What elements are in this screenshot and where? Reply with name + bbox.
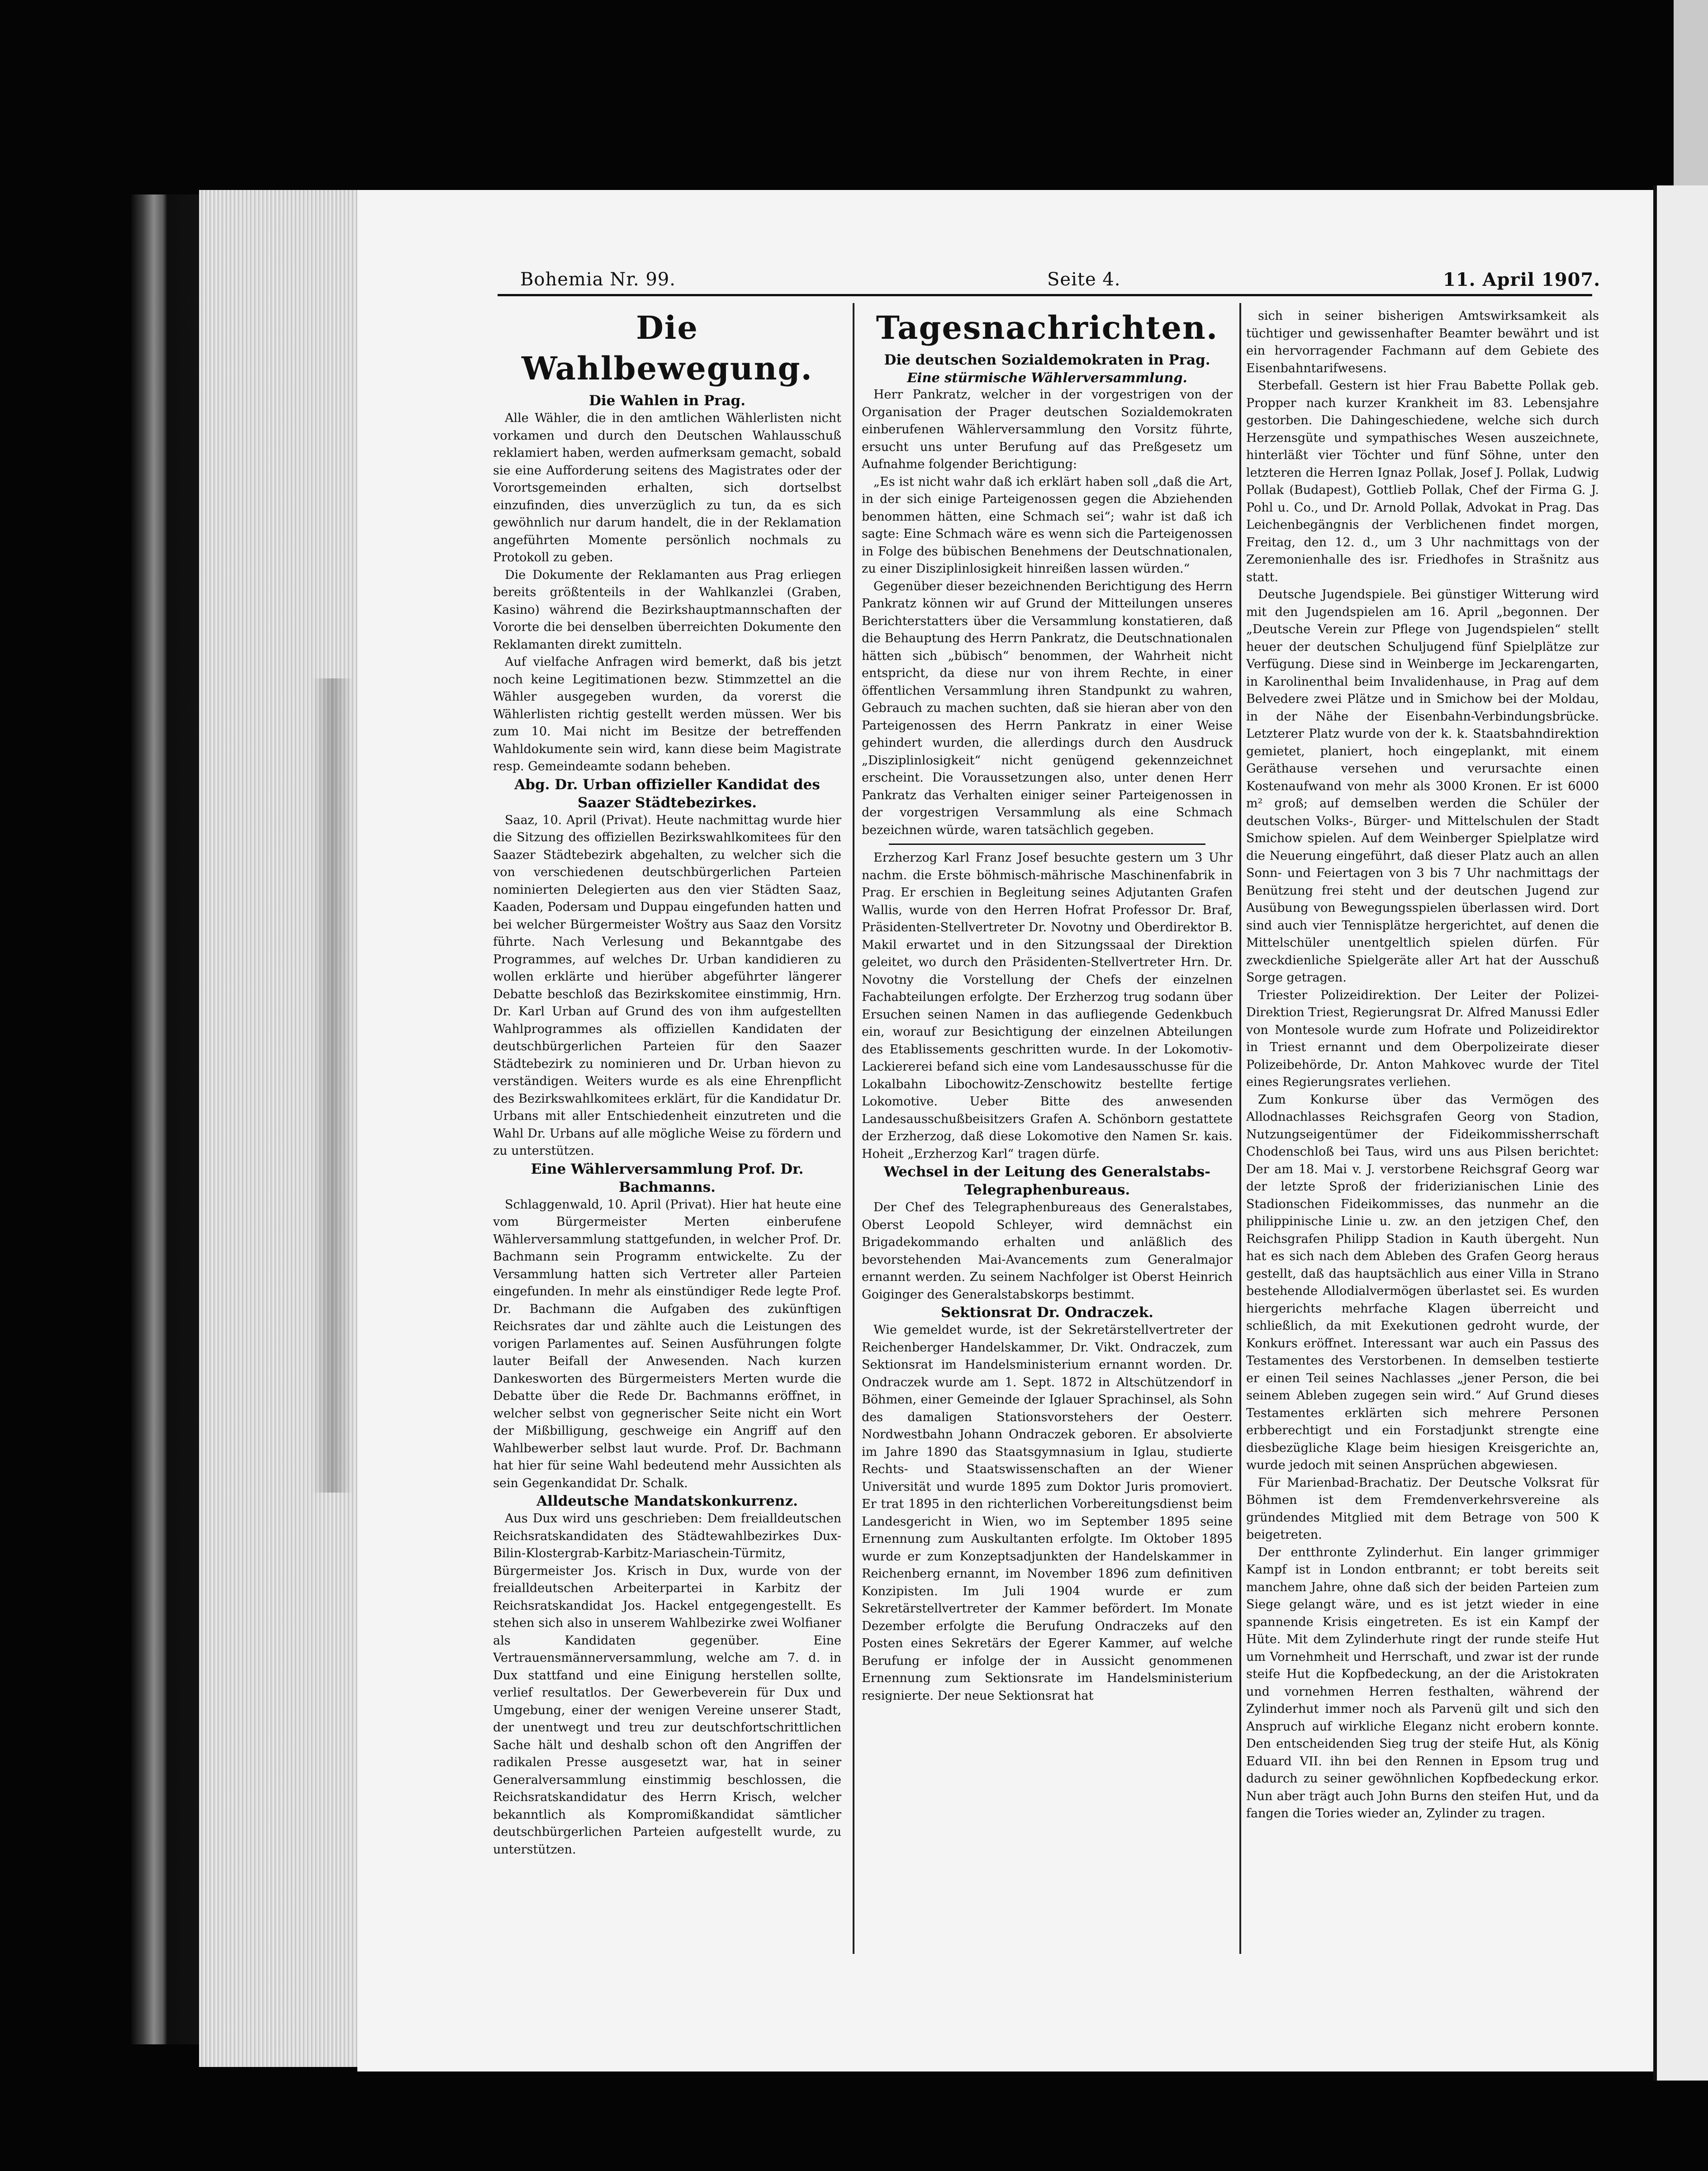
article-separator bbox=[889, 844, 1205, 845]
scan-background bbox=[0, 2081, 1708, 2171]
article-paragraph: Alle Wähler, die in den amtlichen Wählerlisten nicht vorkamen und durch den Deutschen Wahlausschuß reklamiert haben, werden aufmerksam gemacht, sobald sie eine Aufforderung seitens des Magistrates oder der Vorortsgemeinden erhalten, sich dortselbst einzufinden, dies unverzüglich zu tun, da es sich gewöhnlich nur darum handelt, die in der Reklamation angeführten Momente persönlich nochmals zu Protokoll zu geben. bbox=[493, 411, 841, 564]
article-heading: Eine Wählerversammlung Prof. Dr. Bachmanns. bbox=[531, 1161, 804, 1195]
article-paragraph: sich in seiner bisherigen Amtswirksamkeit als tüchtiger und gewissenhafter Beamter bewährt und ist ein hervorragender Fachmann auf dem Gebiete des Eisenbahntarifwesens. bbox=[1246, 309, 1599, 375]
article-paragraph: Sterbefall. Gestern ist hier Frau Babette Pollak geb. Propper nach kurzer Krankheit im 83. Lebensjahre gestorben. Die Dahingeschiedene, welche sich durch Herzensgüte und sympathisches Wesen auszeichnete, hinterläßt vier Töchter und fünf Söhne, unter den letzteren die Herren Ignaz Pollak, Josef J. Pollak, Ludwig Pollak (Budapest), Gottlieb Pollak, Chef der Firma G. J. Pohl u. Co., und Dr. Arnold Pollak, Advokat in Prag. Das Leichenbegängnis der Verblichenen findet morgen, Freitag, den 12. d., um 3 Uhr nachmittags von der Zeremonienhalle des isr. Friedhofes in Strašnitz aus statt. bbox=[1246, 379, 1599, 584]
section-title: Die Wahlbewegung. bbox=[522, 309, 813, 387]
article-paragraph: Auf vielfache Anfragen wird bemerkt, daß bis jetzt noch keine Legitimationen bezw. Stimmzettel an die Wähler ausgegeben wurden, da vorerst die Wählerlisten richtig gestellt werden müssen. Wer bis zum 10. Mai nicht im Besitze der betreffenden Wahldokumente sein wird, kann diese beim Magistrate resp. Gemeindeamte sodann beheben. bbox=[493, 655, 841, 773]
column-rule bbox=[1239, 303, 1241, 1954]
article-paragraph: Saaz, 10. April (Privat). Heute nachmittag wurde hier die Sitzung des offiziellen Bezirkswahlkomitees für den Saazer Städtebezirk abgehalten, zu welcher sich die von verschiedenen deutschbürgerlichen Parteien nominierten Delegierten aus den vier Städten Saaz, Kaaden, Podersam und Duppau eingefunden hatten und bei welcher Bürgermeister Woštry aus Saaz den Vorsitz führte. Nach Verlesung und Bekanntgabe des Programmes, auf welches Dr. Urban kandidieren zu wollen erklärte und hierüber abgeführter längerer Debatte beschloß das Bezirkskomitee einstimmig, Hrn. Dr. Karl Urban auf Grund des von ihm aufgestellten Wahlprogrammes als offiziellen Kandidaten der deutschbürgerlichen Parteien für den Saazer Städtebezirk zu nominieren und Dr. Urban hievon zu verständigen. Weiters wurde es als eine Ehrenpflicht des Bezirkswahlkomitees erklärt, für die Kandidatur Dr. Urbans mit aller Entschiedenheit einzutreten und die Wahl Dr. Urbans auf alle mögliche Weise zu fördern und zu unterstützen. bbox=[493, 813, 841, 1158]
column-2 bbox=[862, 308, 1233, 1954]
column-rule bbox=[853, 303, 854, 1954]
header-date: 11. April 1907. bbox=[1443, 269, 1601, 290]
page-stack-edge bbox=[199, 190, 384, 2067]
article-heading: Wechsel in der Leitung des Generalstabs-Telegraphenbureaus. bbox=[883, 1164, 1211, 1198]
article-heading: Die Wahlen in Prag. bbox=[588, 393, 746, 409]
article-paragraph: Zum Konkurse über das Vermögen des Allodnachlasses Reichsgrafen Georg von Stadion, Nutzungseigentümer der Fideikommissherrschaft Chodenschloß bei Taus, wird uns aus Pilsen berichtet: Der am 18. Mai v. J. verstorbene Reichsgraf Georg war der letzte Sproß der friderizianischen Linie des Stadionschen Fideikommisses, das nunmehr an die philippinische Linie u. zw. an den jetzigen Chef, den Reichsgrafen Philipp Stadion in Kauth übergeht. Nun hat es sich nach dem Ableben des Grafen Georg heraus gestellt, daß das hauptsächlich aus einer Villa in Strano bestehende Allodialvermögen überlastet sei. Es wurden hiergerichts mehrfache Klagen überreicht und schließlich, da mit Exekutionen gedroht wurde, der Konkurs eröffnet. Interessant war auch ein Passus des Testamentes des Verstorbenen. In demselben testierte er einen Teil seines Nachlasses „jener Person, die bei seinem Ableben zugegen sein wird.“ Auf Grund dieses Testamentes erklärten sich mehrere Personen erbberechtigt und ein Forstadjunkt strengte eine diesbezügliche Klage beim hiesigen Kreisgerichte an, wurde jedoch mit seinen Ansprüchen abgewiesen. bbox=[1246, 1092, 1599, 1472]
article-subheading: Eine stürmische Wählerversammlung. bbox=[907, 370, 1187, 385]
article-heading: Die deutschen Sozialdemokraten in Prag. bbox=[884, 352, 1210, 368]
article-paragraph: Gegenüber dieser bezeichnenden Berichtigung des Herrn Pankratz können wir auf Grund der Mitteilungen unseres Berichterstatters über die Versammlung konstatieren, daß die Behauptung des Herrn Pankratz, die Deutschnationalen hätten sich „bübisch“ benommen, der Wahrheit nicht entspricht, da diese nur von ihrem Rechte, in einer öffentlichen Versammlung ihren Standpunkt zu wahren, Gebrauch zu machen suchten, daß sie hieran aber von den Parteigenossen des Herrn Pankratz in einer Weise gehindert wurden, die allerdings durch den Ausdruck „Disziplinlosigkeit“ nicht genügend gekennzeichnet erscheint. Die Voraussetzungen also, unter denen Herr Pankratz das Verhalten einiger seiner Parteigenossen in der vorgestrigen Versammlung als eine Schmach bezeichnen würde, waren tatsächlich gegeben. bbox=[862, 579, 1233, 837]
section-title: Tagesnachrichten. bbox=[876, 309, 1219, 346]
page-fold-shadow bbox=[312, 678, 353, 1493]
article-paragraph: Herr Pankratz, welcher in der vorgestrigen von der Organisation der Prager deutschen Sozialdemokraten einberufenen Wählerversammlung den Vorsitz führte, ersucht uns unter Berufung auf das Preßgesetz um Aufnahme folgender Berichtigung: bbox=[862, 388, 1233, 471]
article-paragraph: Erzherzog Karl Franz Josef besuchte gestern um 3 Uhr nachm. die Erste böhmisch-mährische Maschinenfabrik in Prag. Er erschien in Begleitung seines Adjutanten Grafen Wallis, wurde von den Herren Hofrat Professor Dr. Braf, Präsidenten-Stellvertreter Dr. Novotny und Oberdirektor B. Makil erwartet und in den Sitzungssaal der Direktion geleitet, wo durch den Präsidenten-Stellvertreter Hrn. Dr. Novotny die Vorstellung der Chefs der einzelnen Fachabteilungen erfolgte. Der Erzherzog trug sodann über Ersuchen seinen Namen in das aufliegende Gedenkbuch ein, worauf zur Besichtigung der einzelnen Abteilungen des Etablissements geschritten wurde. In der Lokomotiv-Lackiererei befand sich eine vom Landesausschusse für die Lokalbahn Libochowitz-Zenschowitz bestellte fertige Lokomotive. Ueber Bitte des anwesenden Landesausschußbeisitzers Grafen A. Schönborn gestattete der Erzherzog, daß diese Lokomotive den Namen Sr. kais. Hoheit „Erzherzog Karl“ tragen dürfe. bbox=[862, 851, 1233, 1161]
header-rule bbox=[498, 294, 1592, 296]
background-paper bbox=[1674, 0, 1708, 190]
article-paragraph: Wie gemeldet wurde, ist der Sekretärstellvertreter der Reichenberger Handelskammer, Dr. Vikt. Ondraczek, zum Sektionsrat im Handelsministerium ernannt worden. Dr. Ondraczek wurde am 1. Sept. 1872 in Altschützendorf in Böhmen, einer Gemeinde der Iglauer Sprachinsel, als Sohn des damaligen Stationsvorstehers der Oesterr. Nordwestbahn Johann Ondraczek geboren. Er absolvierte im Jahre 1890 das Staatsgymnasium in Iglau, studierte Rechts- und Staatswissenschaften an der Wiener Universität und wurde 1895 zum Doktor Juris promoviert. Er trat 1895 in den richterlichen Vorbereitungsdienst beim Landesgericht in Wien, wo im September 1895 seine Ernennung zum Auskultanten erfolgte. Im Oktober 1895 wurde er zum Konzeptsadjunkten der Handelskammer in Reichenberg ernannt, im November 1896 zum definitiven Konzipisten. Im Juli 1904 wurde er zum Sekretärstellvertreter der Kammer befördert. Im Monate Dezember erfolgte die Berufung Ondraczeks auf den Posten eines Sekretärs der Egerer Kammer, auf welche Berufung er infolge der in Aussicht genommenen Ernennung zum Sektionsrate im Handelsministerium resignierte. Der neue Sektionsrat hat bbox=[862, 1323, 1233, 1703]
article-paragraph: Der entthronte Zylinderhut. Ein langer grimmiger Kampf ist in London entbrannt; er tobt bereits seit manchem Jahre, ohne daß sich der beiden Parteien zum Siege gelangt wäre, und es ist jetzt wieder in eine spannende Krisis eingetreten. Es ist ein Kampf der Hüte. Mit dem Zylinderhute ringt der runde steife Hut um Vornehmheit und Herrschaft, und zwar ist der runde steife Hut die Kopfbedeckung, an der die Aristokraten und vornehmen Herren festhalten, während der Zylinderhut immer noch als Parvenü gilt und sich den Anspruch auf wirkliche Eleganz nicht erobern konnte. Den entscheidenden Sieg trug der steife Hut, als König Eduard VII. ihn bei den Rennen in Epsom trug und dadurch zu seiner gewöhnlichen Kopfbedeckung erkor. Nun aber trägt auch John Burns den steifen Hut, und da fangen die Tories wieder an, Zylinder zu tragen. bbox=[1246, 1545, 1599, 1820]
article-paragraph: Schlaggenwald, 10. April (Privat). Hier hat heute eine vom Bürgermeister Merten einberufene Wählerversammlung stattgefunden, in welcher Prof. Dr. Bachmann sein Programm entwickelte. Zu der Versammlung hatten sich Vertreter aller Parteien eingefunden. In mehr als einstündiger Rede legte Prof. Dr. Bachmann die Aufgaben des zukünftigen Reichsrates dar und zählte auch die Leistungen des vorigen Parlamentes auf. Seinen Ausführungen folgte lauter Beifall der Anwesenden. Nach kurzen Dankesworten des Bürgermeisters Merten wurde die Debatte über die Rede Dr. Bachmanns eröffnet, in welcher selbst von gegnerischer Seite nicht ein Wort der Mißbilligung, geschweige ein Angriff auf den Wahlbewerber selbst laut wurde. Prof. Dr. Bachmann hat hier für seine Wahl bedeutend mehr Aussichten als sein Gegenkandidat Dr. Schalk. bbox=[493, 1197, 841, 1490]
adjacent-page-edge bbox=[1653, 185, 1708, 2085]
article-paragraph: Für Marienbad-Brachatiz. Der Deutsche Volksrat für Böhmen ist dem Fremdenverkehrsvereine als gründendes Mitglied mit dem Betrage von 500 K beigetreten. bbox=[1246, 1475, 1599, 1542]
header-paper-number: Bohemia Nr. 99. bbox=[520, 269, 676, 290]
column-3 bbox=[1246, 308, 1599, 1954]
article-heading: Sektionsrat Dr. Ondraczek. bbox=[941, 1304, 1153, 1321]
header-page-number: Seite 4. bbox=[1047, 269, 1121, 290]
article-paragraph: „Es ist nicht wahr daß ich erklärt haben soll „daß die Art, in der sich einige Parteigenossen gegen die Abziehenden benommen hätten, eine Schmach sei“; wahr ist daß ich sagte: Eine Schmach wäre es wenn sich die Parteigenossen in Folge des bübischen Benehmens der Deutschnationalen, zu einer Disziplinlosigkeit hinreißen lassen würden.“ bbox=[862, 474, 1233, 576]
article-paragraph: Triester Polizeidirektion. Der Leiter der Polizei-Direktion Triest, Regierungsrat Dr. Alfred Manussi Edler von Montesole wurde zum Hofrate und Polizeidirektor in Triest ernannt und dem Oberpolizeirate dieser Polizeibehörde, Dr. Anton Mahkovec wurde der Titel eines Regierungsrates verliehen. bbox=[1246, 988, 1599, 1089]
article-paragraph: Deutsche Jugendspiele. Bei günstiger Witterung wird mit den Jugendspielen am 16. April „begonnen. Der „Deutsche Verein zur Pflege von Jugendspielen“ stellt heuer der deutschen Schuljugend fünf Spielplätze zur Verfügung. Diese sind in Weinberge im Jeckarengarten, in Karolinenthal beim Invalidenhause, in Prag auf dem Belvedere zwei Plätze und in Smichow bei der Moldau, in der Nähe der Eisenbahn-Verbindungsbrücke. Letzterer Platz wurde von der k. k. Staatsbahndirektion gemietet, planiert, hoch eingeplankt, mit einem Geräthause versehen und verursachte einen Kostenaufwand von mehr als 3000 Kronen. Er ist 6000 m² groß; auf demselben werden die Schüler der deutschen Volks-, Bürger- und Mittelschulen der Stadt Smichow spielen. Auf dem Weinberger Spielplatze wird die Neuerung eingeführt, daß dieser Platz auch an allen Sonn- und Feiertagen von 3 bis 7 Uhr nachmittags der Benützung frei steht und der deutschen Jugend zur Ausübung von Bewegungsspielen überlassen wird. Dort sind auch vier Tennisplätze hergerichtet, auf denen die Mittelschüler unentgeltlich spielen dürfen. Für zweckdienliche Spielgeräte aller Art hat der Ausschuß Sorge getragen. bbox=[1246, 588, 1599, 985]
article-paragraph: Aus Dux wird uns geschrieben: Dem freialldeutschen Reichsratskandidaten des Städtewahlbezirkes Dux-Bilin-Klostergrab-Karbitz-Mariaschein-Türmitz, Bürgermeister Jos. Krisch in Dux, wurde von der freialldeutschen Arbeiterpartei in Karbitz der Reichsratskandidat Jos. Hackel entgegengestellt. Es stehen sich also in unserem Wahlbezirke zwei Wolfianer als Kandidaten gegenüber. Eine Vertrauensmännerversammlung, welche am 7. d. in Dux stattfand und eine Einigung herstellen sollte, verlief resultatlos. Der Gewerbeverein für Dux und Umgebung, einer der wenigen Vereine unserer Stadt, der unentwegt und treu zur deutschfortschrittlichen Sache hält und deshalb schon oft den Angriffen der radikalen Presse ausgesetzt war, hat in seiner Generalversammlung einstimmig beschlossen, die Reichsratskandidatur des Herrn Krisch, welcher bekanntlich als Kompromißkandidat sämtlicher deutschbürgerlichen Parteien aufgestellt wurde, zu unterstützen. bbox=[493, 1512, 841, 1857]
article-heading: Alldeutsche Mandatskonkurrenz. bbox=[536, 1493, 798, 1509]
column-1 bbox=[493, 308, 841, 1954]
article-heading: Abg. Dr. Urban offizieller Kandidat des Saazer Städtebezirkes. bbox=[514, 776, 820, 811]
article-paragraph: Der Chef des Telegraphenbureaus des Generalstabes, Oberst Leopold Schleyer, wird demnächst ein Brigadekommando erhalten und anläßlich des bevorstehenden Mai-Avancements zum Generalmajor ernannt werden. Zu seinem Nachfolger ist Oberst Heinrich Goiginger des Generalstabskorps bestimmt. bbox=[862, 1200, 1233, 1302]
article-paragraph: Die Dokumente der Reklamanten aus Prag erliegen bereits größtenteils in der Wahlkanzlei (Graben, Kasino) während die Bezirkshauptmannschaften der Vororte die bei denselben überreichten Dokumente den Reklamanten direkt zumitteln. bbox=[493, 568, 841, 652]
